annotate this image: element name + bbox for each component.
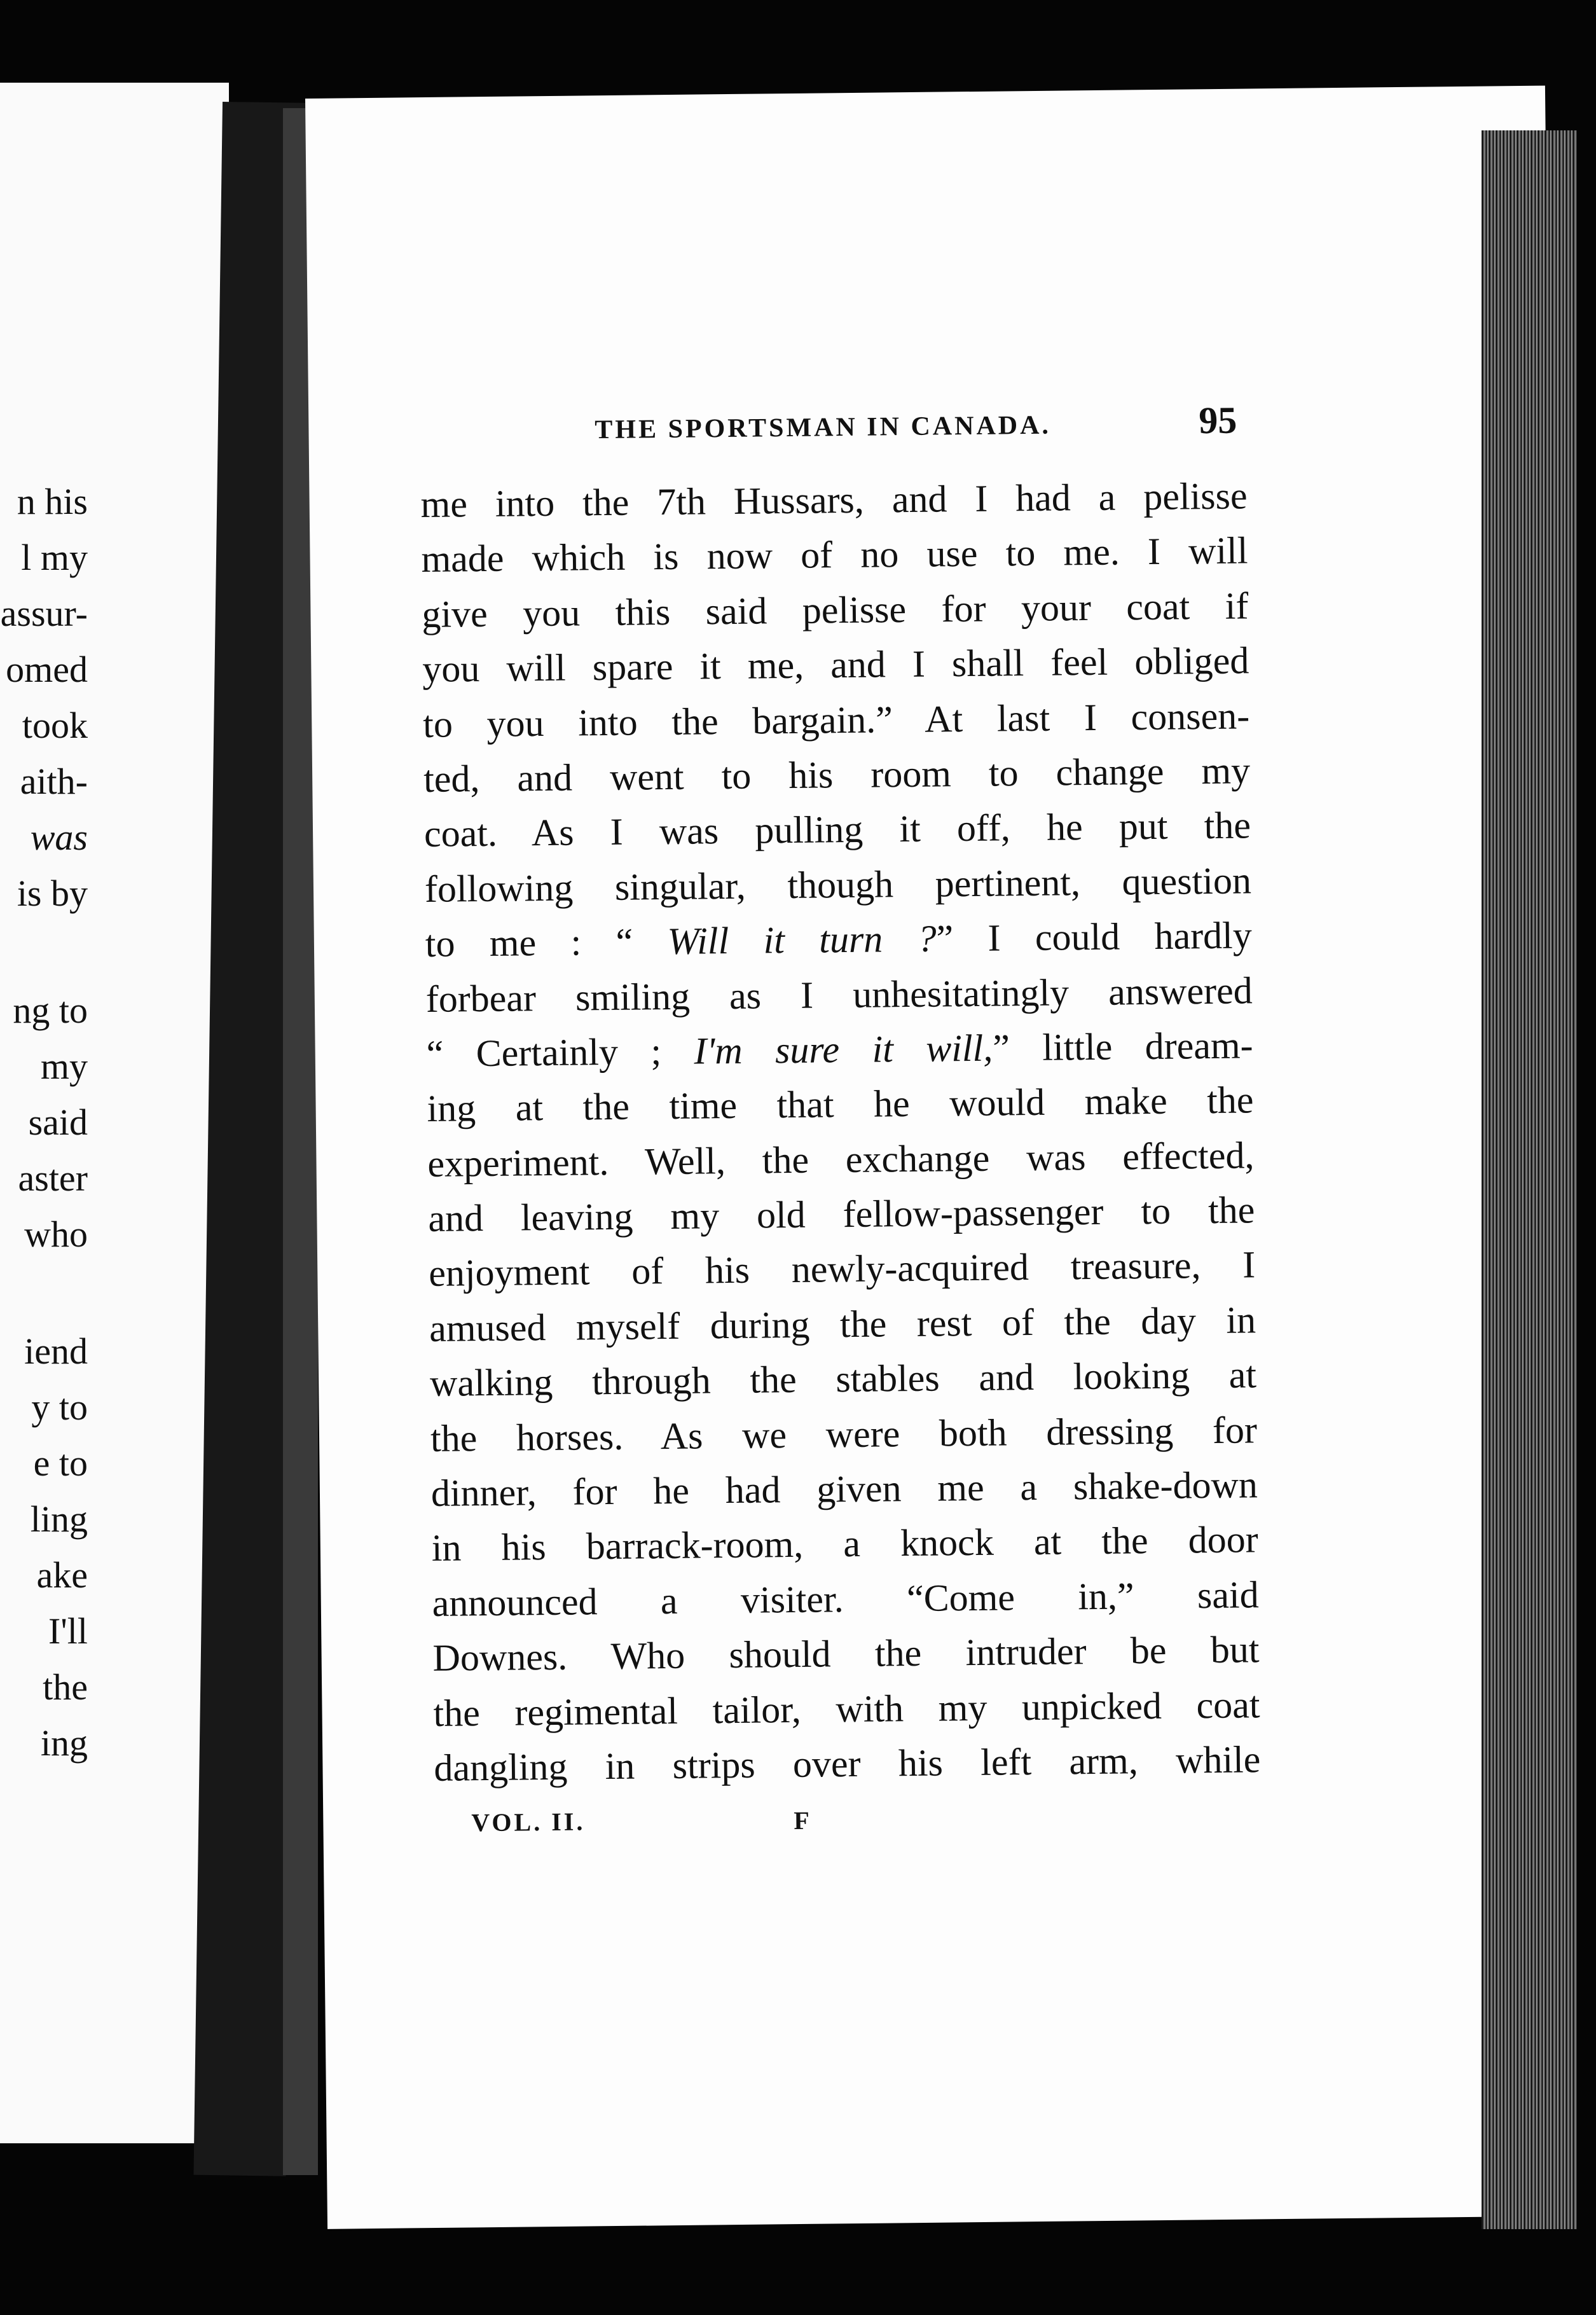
left-fragment-line: I'll [48, 1610, 88, 1652]
text-line: amused myself during the rest of the day in [429, 1299, 1256, 1350]
left-fragment-line: y to [31, 1386, 88, 1428]
left-fragment-line: ling [30, 1498, 88, 1540]
running-title: THE SPORTSMAN IN CANADA. [595, 410, 1052, 445]
text-line: you will spare it me, and I shall feel obliged [422, 639, 1249, 691]
left-page-text-fragments [0, 474, 229, 1771]
text-line [426, 1018, 1253, 1081]
running-head [420, 398, 1247, 477]
text-line: Downes. Who should the intruder be but [432, 1628, 1260, 1680]
italic-text: I'm sure it will, [694, 1026, 993, 1072]
text-line: walking through the stables and looking at [429, 1353, 1257, 1405]
left-fragment-line: l my [21, 537, 88, 578]
text-line: ing at the time that he would make the [427, 1079, 1254, 1130]
text-run: “ Certainly ; [426, 1030, 694, 1075]
italic-text: Will it turn ? [667, 917, 937, 963]
left-fragment-line [0, 922, 229, 983]
left-fragment-line: the [43, 1666, 88, 1708]
text-line: in his barrack-room, a knock at the door [431, 1518, 1259, 1570]
page-content [420, 398, 1262, 1846]
left-fragment-line [0, 1262, 229, 1323]
text-line: coat. As I was pulling it off, he put the [423, 804, 1251, 855]
text-line: dangling in strips over his left arm, while [434, 1738, 1261, 1789]
left-fragment-line: e to [33, 1442, 88, 1484]
text-run: ” I could hardly [936, 914, 1253, 960]
signature-mark: F [794, 1806, 809, 1835]
left-fragment-line: assur- [0, 593, 88, 634]
text-line: enjoyment of his newly-acquired treasure, I [428, 1243, 1256, 1295]
text-line: forbear smiling as I unhesitatingly answered [425, 969, 1253, 1020]
text-run: ” little dream- [992, 1024, 1253, 1069]
text-line: following singular, though pertinent, question [424, 859, 1252, 910]
text-line: experiment. Well, the exchange was effected, [427, 1134, 1255, 1185]
text-line: ted, and went to his room to change my [423, 749, 1251, 800]
page-footer [434, 1787, 1262, 1847]
volume-signature: VOL. II. [471, 1807, 586, 1837]
left-fragment-line: ing [40, 1722, 88, 1764]
left-fragment-line: n his [17, 481, 88, 522]
text-line: give you this said pelisse for your coat if [422, 584, 1249, 635]
left-fragment-line: aith- [20, 761, 88, 802]
text-run: to me : “ [425, 920, 668, 965]
left-fragment-line: my [40, 1046, 88, 1087]
left-fragment-line: ng to [13, 990, 88, 1031]
left-fragment-line: ake [36, 1554, 88, 1596]
left-fragment-line: took [22, 705, 88, 746]
text-line [425, 908, 1252, 971]
text-line: announced a visiter. “Come in,” said [432, 1573, 1259, 1624]
body-text [420, 468, 1261, 1795]
text-line: made which is now of no use to me. I will [421, 529, 1248, 581]
text-line: the regimental tailor, with my unpicked coat [433, 1683, 1260, 1734]
text-line: to you into the bargain.” At last I consen- [422, 694, 1250, 745]
left-fragment-line: iend [24, 1330, 88, 1372]
left-fragment-line: was [30, 817, 88, 858]
text-line: the horses. As we were both dressing for [430, 1408, 1258, 1460]
text-line: and leaving my old fellow-passenger to the [428, 1189, 1255, 1240]
left-fragment-line: who [24, 1213, 88, 1255]
left-fragment-line: omed [6, 649, 88, 690]
left-fragment-line: aster [18, 1158, 88, 1199]
left-fragment-line: said [28, 1102, 88, 1143]
page-number: 95 [1198, 399, 1237, 442]
left-fragment-line: is by [17, 873, 88, 914]
text-line: me into the 7th Hussars, and I had a pelisse [420, 474, 1248, 525]
text-line: dinner, for he had given me a shake-down [430, 1463, 1258, 1514]
page-edges [1482, 130, 1577, 2229]
